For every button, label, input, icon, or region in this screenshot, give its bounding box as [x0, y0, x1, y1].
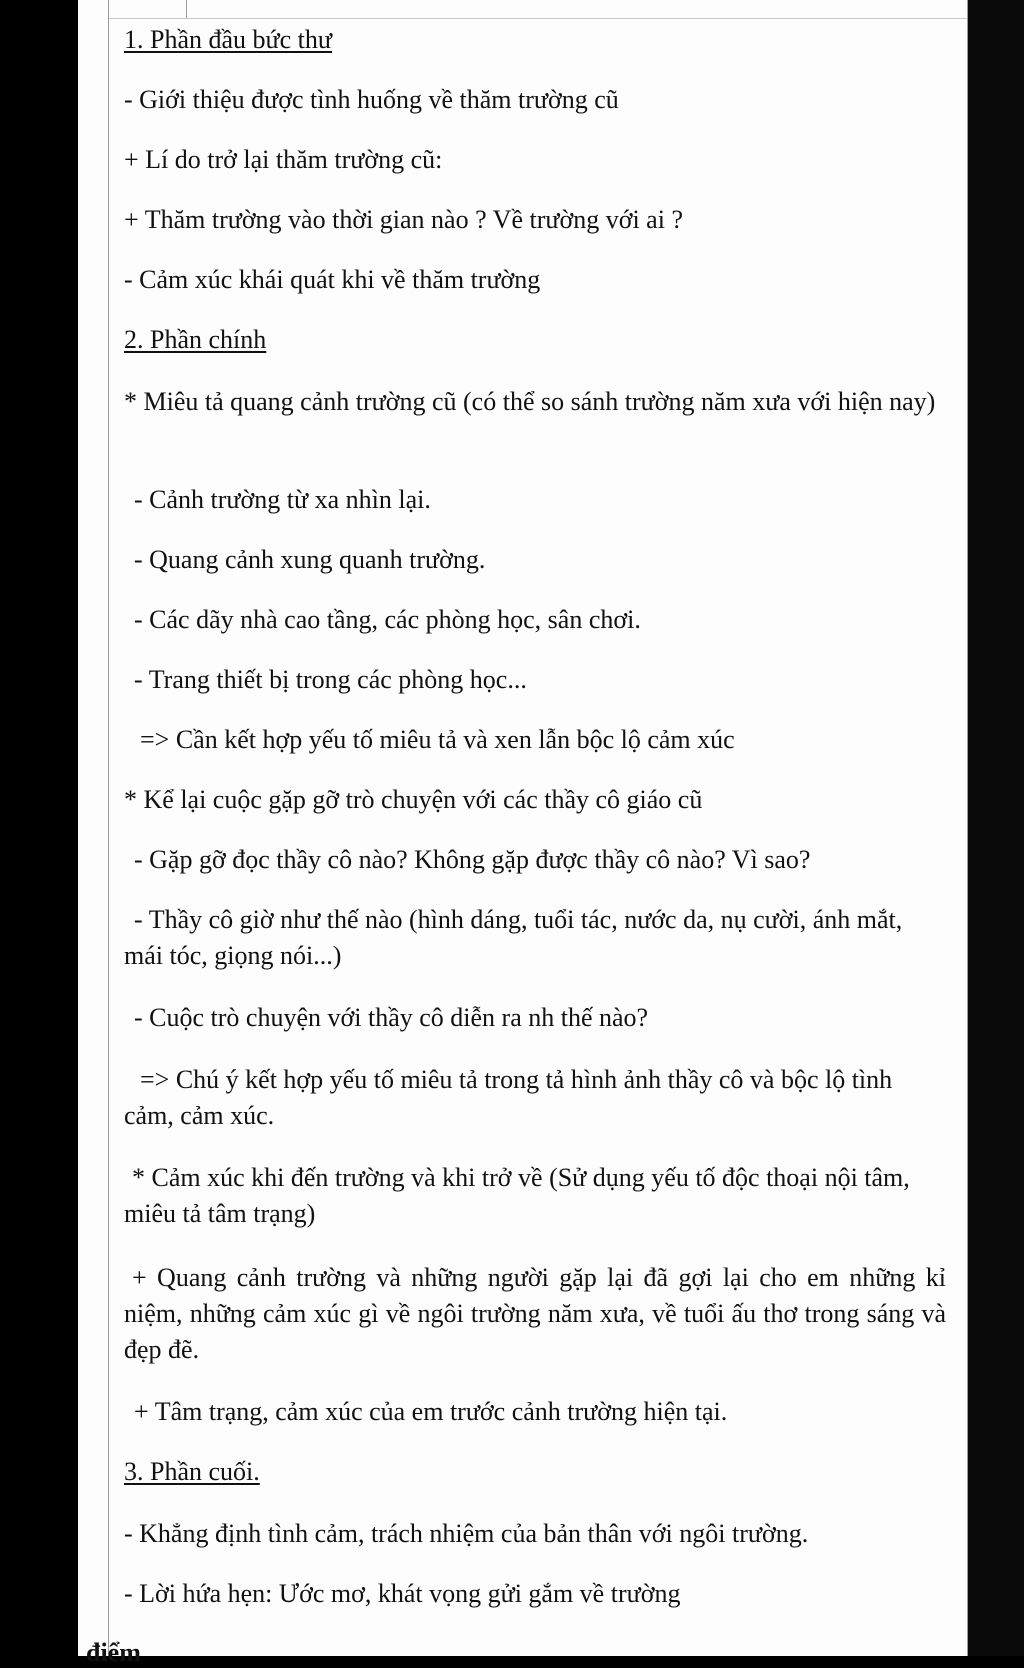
outline-item: - Quang cảnh xung quanh trường. — [134, 545, 486, 574]
outline-item: - Trang thiết bị trong các phòng học... — [134, 665, 527, 694]
outline-item: - Các dãy nhà cao tầng, các phòng học, sân chơi. — [134, 605, 641, 634]
outline-item: - Thầy cô giờ như thế nào (hình dáng, tuổi tác, nước da, nụ cười, ánh mắt, mái tóc, giọng nói...) — [124, 905, 903, 970]
section-heading-2: 2. Phần chính — [124, 325, 267, 354]
outline-item: + Tâm trạng, cảm xúc của em trước cảnh trường hiện tại. — [134, 1397, 728, 1426]
cutoff-text: điểm — [86, 1638, 141, 1667]
table-column-mark — [186, 0, 187, 18]
outline-item: * Kể lại cuộc gặp gỡ trò chuyện với các thầy cô giáo cũ — [124, 785, 703, 814]
outline-item: - Giới thiệu được tình huống về thăm trường cũ — [124, 85, 619, 114]
outline-item: + Lí do trở lại thăm trường cũ: — [124, 145, 443, 174]
outline-item: => Chú ý kết hợp yếu tố miêu tả trong tả hình ảnh thầy cô và bộc lộ tình cảm, cảm xúc. — [124, 1065, 893, 1130]
table-left-border — [108, 0, 109, 1656]
right-black-edge — [968, 0, 1024, 1656]
outline-item: - Cảm xúc khái quát khi về thăm trường — [124, 265, 541, 294]
outline-item: - Lời hứa hẹn: Ước mơ, khát vọng gửi gắm về trường — [124, 1579, 681, 1608]
outline-item: + Quang cảnh trường và những người gặp lại đã gợi lại cho em những kỉ niệm, những cảm xúc gì về ngôi trường năm xưa, về tuổi ấu thơ trong sáng và đẹp đẽ. — [124, 1263, 946, 1364]
outline-item: - Gặp gỡ đọc thầy cô nào? Không gặp được thầy cô nào? Vì sao? — [134, 845, 811, 874]
outline-item: - Khẳng định tình cảm, trách nhiệm của bản thân với ngôi trường. — [124, 1519, 809, 1548]
outline-item: * Miêu tả quang cảnh trường cũ (có thể so sánh trường năm xưa với hiện nay) — [124, 387, 936, 416]
section-heading-3: 3. Phần cuối. — [124, 1457, 260, 1486]
outline-item: => Cần kết hợp yếu tố miêu tả và xen lẫn bộc lộ cảm xúc — [140, 725, 735, 754]
section-heading-1: 1. Phần đầu bức thư — [124, 25, 332, 54]
outline-item: - Cảnh trường từ xa nhìn lại. — [134, 485, 431, 514]
outline-item: - Cuộc trò chuyện với thầy cô diễn ra nh thế nào? — [134, 1003, 649, 1032]
outline-item: + Thăm trường vào thời gian nào ? Về trường với ai ? — [124, 205, 683, 234]
outline-item: * Cảm xúc khi đến trường và khi trở về (Sử dụng yếu tố độc thoại nội tâm, miêu tả tâm trạng) — [124, 1163, 910, 1228]
table-top-border — [108, 18, 968, 19]
